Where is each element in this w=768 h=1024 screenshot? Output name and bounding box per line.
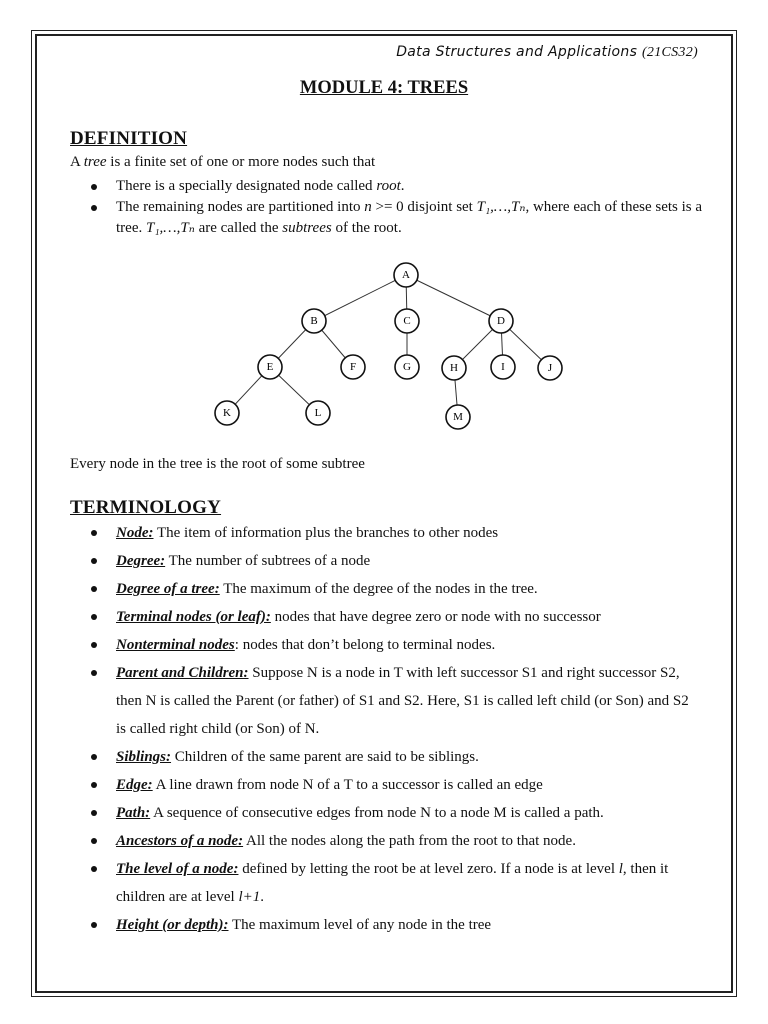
term-label: Node:	[116, 525, 154, 541]
list-item: The level of a node: defined by letting the root be at level zero. If a node is at level l, then it children are at level l+1.	[70, 855, 696, 911]
tree-diagram	[195, 255, 575, 435]
definition-intro: A tree is a finite set of one or more nodes such that	[70, 154, 376, 170]
list-item: Node: The item of information plus the branches to other nodes	[70, 519, 696, 547]
list-item: There is a specially designated node called root.	[70, 176, 722, 197]
tree-node-l	[306, 401, 330, 425]
list-item: Height (or depth): The maximum level of any node in the tree	[70, 911, 696, 939]
term-label: The level of a node:	[116, 861, 239, 877]
tree-node-a	[394, 263, 418, 287]
tree-node-f	[341, 355, 365, 379]
list-item: Degree of a tree: The maximum of the degree of the nodes in the tree.	[70, 575, 696, 603]
list-item: Siblings: Children of the same parent are said to be siblings.	[70, 743, 696, 771]
definition-list	[70, 176, 722, 239]
term-label: Parent and Children:	[116, 665, 249, 681]
term-label: Ancestors of a node:	[116, 833, 244, 849]
course-code: (21CS32)	[641, 45, 698, 60]
term-label: Degree of a tree:	[116, 581, 220, 597]
list-item: Degree: The number of subtrees of a node	[70, 547, 696, 575]
svg-text:G: G	[403, 361, 411, 373]
svg-text:E: E	[266, 361, 274, 373]
term-label: Degree:	[116, 553, 166, 569]
svg-text:D: D	[497, 315, 505, 327]
list-item: The remaining nodes are partitioned into n >= 0 disjoint set T₁,…,Tₙ, where each of these sets is a tree. T₁,…,Tₙ are called the subtrees of the root.	[70, 197, 722, 239]
svg-text:H: H	[450, 362, 458, 374]
module-title: MODULE 4: TREES	[299, 78, 469, 98]
terminology-heading: TERMINOLOGY	[70, 497, 222, 518]
term-label: Nonterminal nodes	[116, 637, 235, 653]
svg-text:M: M	[453, 411, 463, 423]
tree-node-m	[446, 405, 470, 429]
tree-node-c	[395, 309, 419, 333]
terminology-list	[70, 519, 696, 939]
svg-text:A: A	[402, 269, 410, 281]
tree-node-b	[302, 309, 326, 333]
tree-node-j	[538, 356, 562, 380]
term-label: Terminal nodes (or leaf):	[116, 609, 271, 625]
page-header	[396, 44, 698, 61]
tree-node-e	[258, 355, 282, 379]
tree-node-k	[215, 401, 239, 425]
term-tree: tree	[83, 154, 107, 170]
list-item: Path: A sequence of consecutive edges from node N to a node M is called a path.	[70, 799, 696, 827]
tree-node-h	[442, 356, 466, 380]
svg-text:B: B	[310, 315, 318, 327]
tree-node-d	[489, 309, 513, 333]
tree-caption: Every node in the tree is the root of some subtree	[70, 456, 365, 472]
svg-text:C: C	[403, 315, 411, 327]
list-item: Edge: A line drawn from node N of a T to a successor is called an edge	[70, 771, 696, 799]
tree-edge	[406, 275, 501, 321]
tree-node-i	[491, 355, 515, 379]
svg-text:K: K	[223, 407, 231, 419]
term-label: Path:	[116, 805, 151, 821]
course-name: Data Structures and Applications	[396, 44, 638, 60]
svg-text:I: I	[501, 361, 505, 373]
svg-text:F: F	[349, 361, 357, 373]
list-item: Parent and Children: Suppose N is a node in T with left successor S1 and right successor S2, then N is called the Parent (or father) of S1 and S2. Here, S1 is called left child (or Son) and S2 is called right child (or Son) of N.	[70, 659, 696, 743]
list-item: Ancestors of a node: All the nodes along the path from the root to that node.	[70, 827, 696, 855]
term-label: Edge:	[116, 777, 153, 793]
svg-text:L: L	[314, 407, 322, 419]
list-item: Terminal nodes (or leaf): nodes that have degree zero or node with no successor	[70, 603, 696, 631]
term-label: Siblings:	[116, 749, 172, 765]
term-label: Height (or depth):	[116, 917, 229, 933]
tree-node-g	[395, 355, 419, 379]
svg-text:J: J	[547, 362, 553, 374]
definition-heading: DEFINITION	[70, 128, 188, 149]
tree-edge	[314, 275, 406, 321]
list-item: Nonterminal nodes: nodes that don’t belong to terminal nodes.	[70, 631, 696, 659]
